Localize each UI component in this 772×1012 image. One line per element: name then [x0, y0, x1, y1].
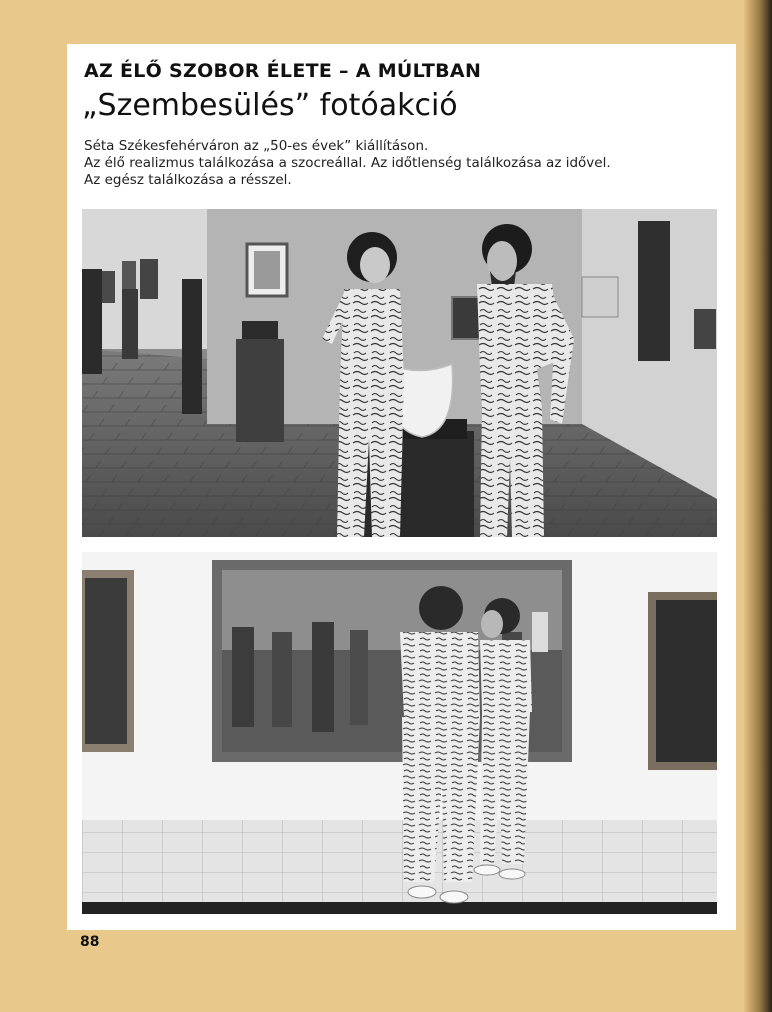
description-line: Séta Székesfehérváron az „50-es évek” kiállításon.	[84, 138, 429, 154]
couple-with-white-sculpture-photo	[82, 209, 717, 537]
page-title: „Szembesülés” fotóakció	[82, 88, 458, 123]
couple-viewing-painting-photo	[82, 552, 717, 914]
description	[84, 138, 724, 189]
description-line: Az élő realizmus találkozása a szocreállal. Az időtlenség találkozása az idővel.	[84, 155, 611, 171]
section-kicker: AZ ÉLŐ SZOBOR ÉLETE – A MÚLTBAN	[84, 60, 482, 82]
description-line: Az egész találkozása a résszel.	[84, 172, 292, 188]
book-page	[67, 44, 736, 930]
book-spine-shadow	[744, 0, 772, 1012]
page-number: 88	[80, 934, 100, 950]
